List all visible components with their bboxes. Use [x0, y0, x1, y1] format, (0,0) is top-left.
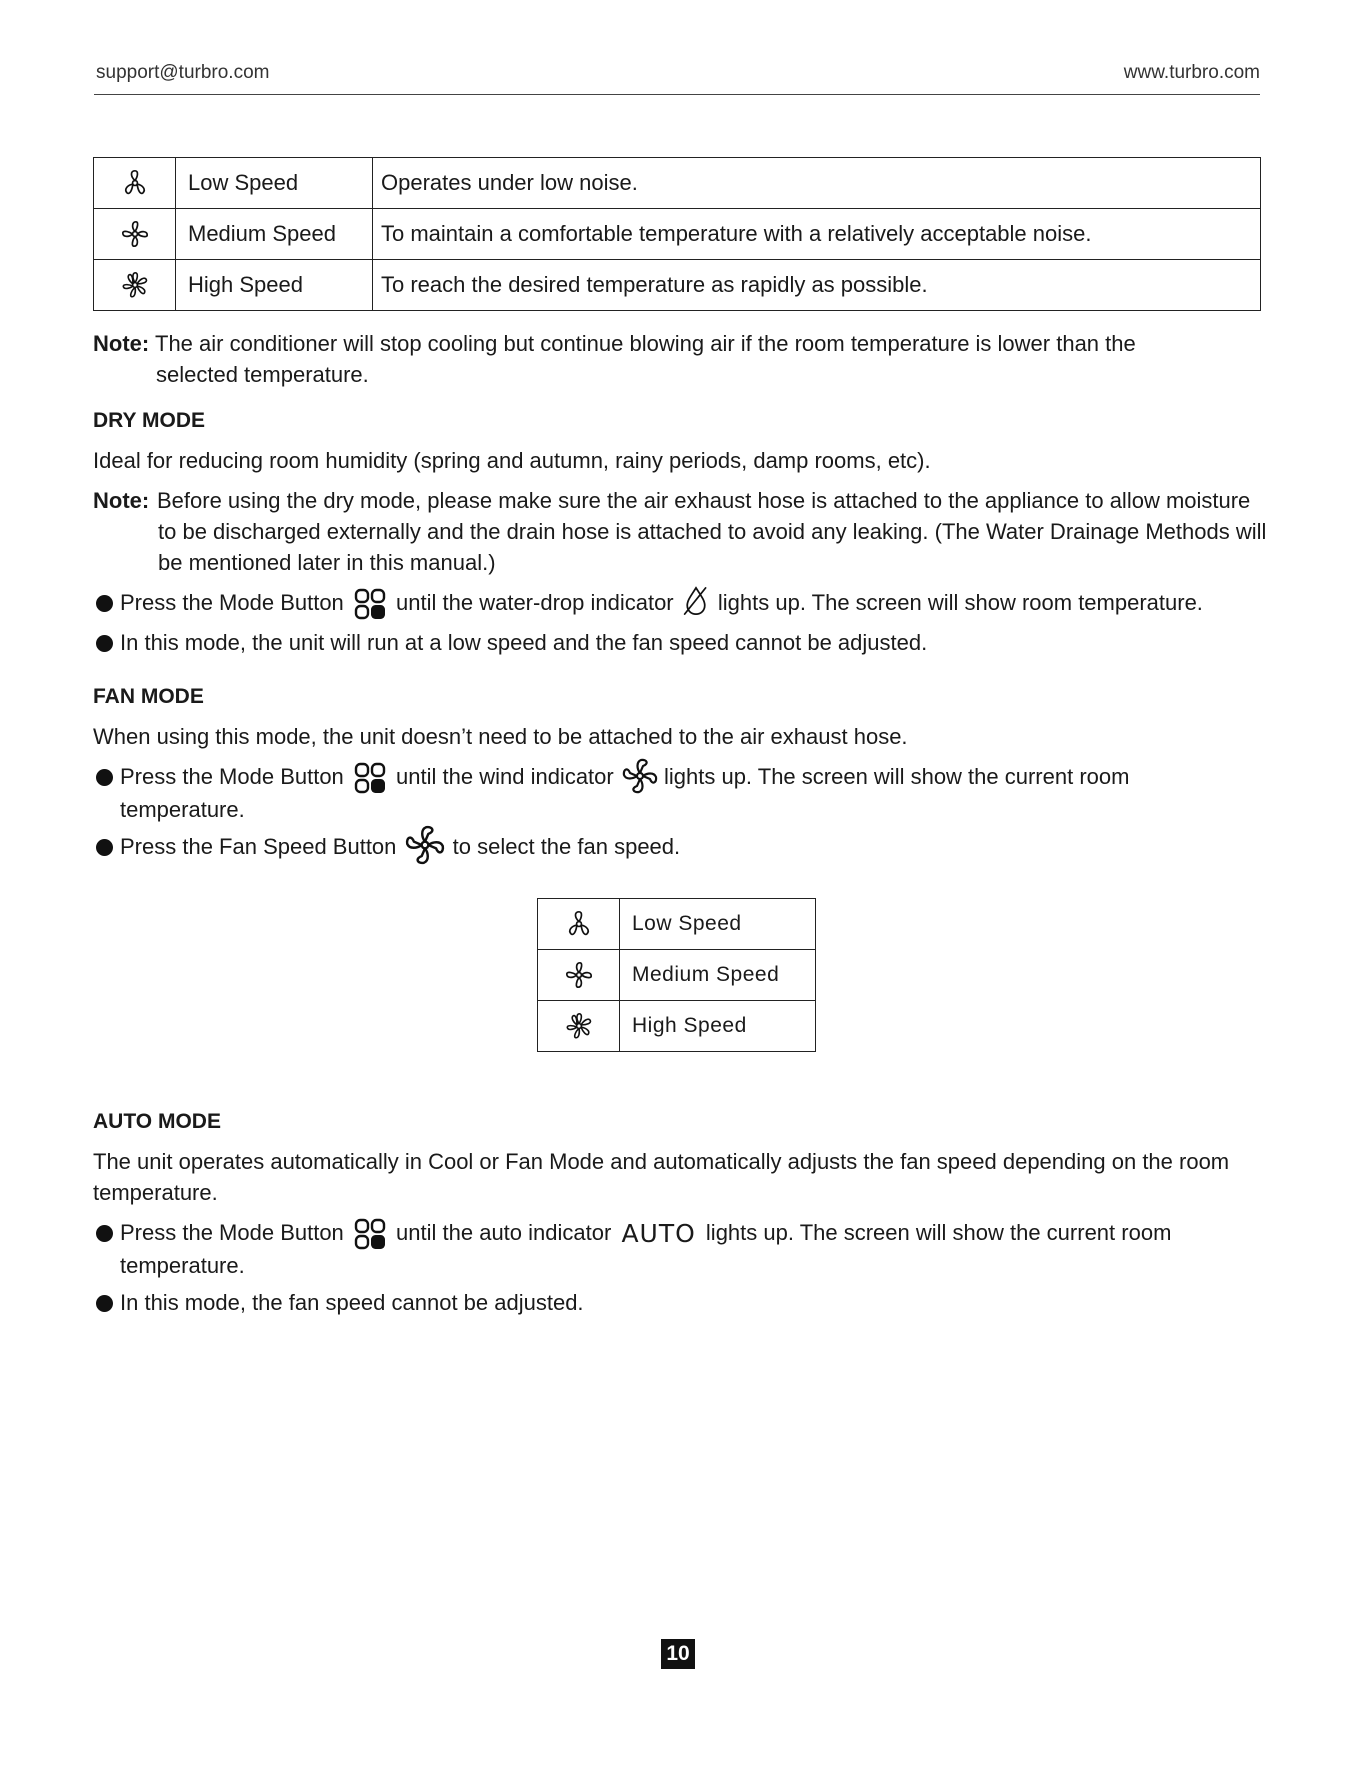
auto-mode-intro: The unit operates automatically in Cool or Fan Mode and automatically adjusts the fan speed depending on the room temperature.	[93, 1149, 1230, 1205]
speed-description: To maintain a comfortable temperature with a relatively acceptable noise.	[373, 209, 1261, 260]
bullet-text: until the water-drop indicator	[396, 590, 674, 615]
speed-label: Medium Speed	[176, 209, 373, 260]
low-speed-fan-icon	[564, 909, 594, 939]
bullet-text: until the auto indicator	[396, 1220, 612, 1245]
fan-mode-heading: FAN MODE	[93, 685, 204, 708]
bullet-dot	[96, 769, 113, 786]
bullet-text: Press the Mode Button	[120, 764, 344, 789]
note-text: Before using the dry mode, please make sure the air exhaust hose is attached to the appliance to allow moisture to be discharged externally and the drain hose is attached to avoid any leaking. (The Water Drainage Methods will be mentioned later in this manual.)	[157, 488, 1267, 575]
support-email: support@turbro.com	[96, 62, 270, 83]
bullet-text: In this mode, the unit will run at a low speed and the fan speed cannot be adjusted.	[120, 630, 928, 655]
list-item	[96, 1287, 1276, 1318]
bullet-text: lights up. The screen will show the current room temperature.	[120, 1220, 1172, 1279]
bullet-text: In this mode, the fan speed cannot be adjusted.	[120, 1290, 584, 1315]
table-row	[538, 950, 816, 1001]
wind-indicator-icon	[622, 758, 658, 794]
bullet-text: Press the Mode Button	[120, 1220, 344, 1245]
bullet-dot	[96, 839, 113, 856]
list-item	[96, 587, 1276, 620]
dry-mode-intro: Ideal for reducing room humidity (spring and autumn, rainy periods, damp rooms, etc).	[93, 448, 931, 473]
bullet-text: Press the Mode Button	[120, 590, 344, 615]
speed-label: Low Speed	[620, 899, 816, 950]
fan-speed-button-icon	[405, 825, 445, 865]
water-drop-indicator-icon	[682, 584, 710, 618]
bullet-text: Press the Fan Speed Button	[120, 834, 397, 859]
page-header	[94, 62, 1260, 95]
speed-label: Low Speed	[176, 158, 373, 209]
bullet-text: lights up. The screen will show the current room temperature.	[120, 764, 1130, 823]
note-text: The air conditioner will stop cooling but continue blowing air if the room temperature is lower than the selected temperature.	[155, 331, 1136, 387]
list-item	[96, 831, 1276, 865]
bullet-text: lights up. The screen will show room temperature.	[717, 590, 1203, 615]
table-row	[94, 260, 1261, 311]
fan-speed-table	[93, 157, 1261, 311]
list-item	[96, 1217, 1246, 1281]
high-speed-fan-icon	[120, 270, 150, 300]
fan-speed-table-small	[537, 898, 816, 1052]
speed-label: High Speed	[620, 1001, 816, 1052]
high-speed-fan-icon	[564, 1011, 594, 1041]
bullet-text: until the wind indicator	[396, 764, 614, 789]
bullet-dot	[96, 635, 113, 652]
dry-mode-note	[93, 485, 1268, 578]
bullet-dot	[96, 595, 113, 612]
table-row	[538, 1001, 816, 1052]
note-label: Note:	[93, 488, 150, 513]
bullet-text: to select the fan speed.	[452, 834, 681, 859]
website-url: www.turbro.com	[1123, 62, 1260, 83]
speed-description: Operates under low noise.	[373, 158, 1261, 209]
fan-mode-intro: When using this mode, the unit doesn’t need to be attached to the air exhaust hose.	[93, 724, 908, 749]
auto-mode-heading: AUTO MODE	[93, 1110, 221, 1133]
speed-description: To reach the desired temperature as rapidly as possible.	[373, 260, 1261, 311]
table-row	[538, 899, 816, 950]
medium-speed-fan-icon	[120, 219, 150, 249]
medium-speed-fan-icon	[564, 960, 594, 990]
note-label: Note:	[93, 331, 150, 356]
list-item	[96, 627, 1276, 658]
mode-button-icon	[354, 588, 386, 620]
dry-mode-heading: DRY MODE	[93, 409, 206, 432]
list-item	[96, 761, 1216, 825]
table-row	[94, 209, 1261, 260]
low-speed-fan-icon	[120, 168, 150, 198]
cooling-note	[93, 328, 1213, 390]
bullet-dot	[96, 1225, 113, 1242]
auto-indicator: AUTO	[621, 1219, 696, 1248]
table-row	[94, 158, 1261, 209]
speed-label: High Speed	[176, 260, 373, 311]
bullet-dot	[96, 1295, 113, 1312]
mode-button-icon	[354, 762, 386, 794]
mode-button-icon	[354, 1218, 386, 1250]
speed-label: Medium Speed	[620, 950, 816, 1001]
page-number: 10	[661, 1639, 695, 1669]
